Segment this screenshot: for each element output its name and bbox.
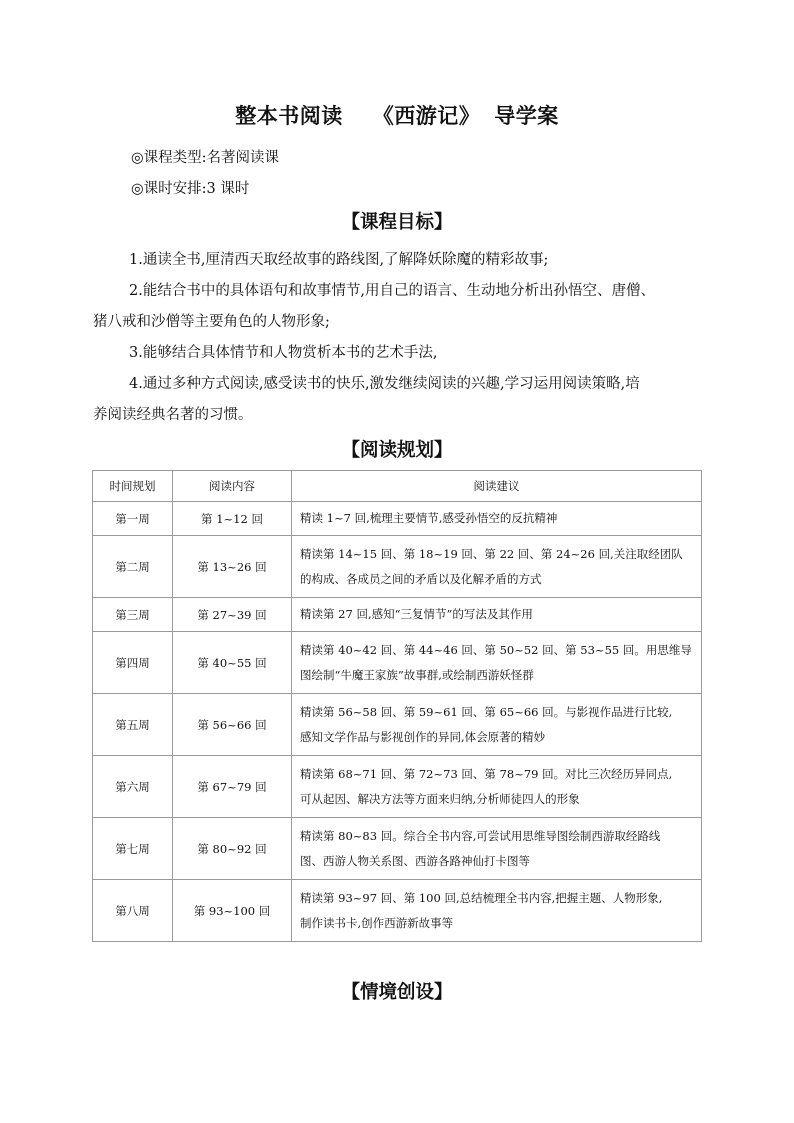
goal-line: 4.通过多种方式阅读,感受读书的快乐,激发继续阅读的兴趣,学习运用阅读策略,培: [129, 376, 640, 392]
goal-line: 2.能结合书中的具体语句和故事情节,用自己的语言、生动地分析出孙悟空、唐僧、: [129, 283, 655, 299]
course-type: ◎课程类型:名著阅读课: [131, 150, 280, 166]
title-part-2: 《西游记》: [372, 103, 481, 128]
advice-line: 可从起因、解决方法等方面来归纳,分析师徒四人的形象: [300, 791, 580, 806]
cell-week: 第六周: [93, 756, 173, 818]
title-part-3: 导学案: [494, 103, 559, 128]
goal-line: 1.通读全书,厘清西天取经故事的路线图,了解降妖除魔的精彩故事;: [129, 252, 549, 268]
cell-content: 第 40~55 回: [173, 632, 292, 694]
cell-advice: [292, 536, 702, 598]
cell-content: 第 80~92 回: [173, 818, 292, 880]
goal-item: [93, 369, 705, 431]
cell-week: 第五周: [93, 694, 173, 756]
table-row: [93, 756, 702, 818]
advice-line: 精读第 68~71 回、第 72~73 回、第 78~79 回。对比三次经历异同点,: [300, 766, 673, 781]
cell-advice: [292, 502, 702, 536]
advice-line: 精读第 40~42 回、第 44~46 回、第 50~52 回、第 53~55 回。用思维导: [300, 642, 692, 657]
cell-content: 第 13~26 回: [173, 536, 292, 598]
cell-content: 第 67~79 回: [173, 756, 292, 818]
title-part-1: 整本书阅读: [235, 103, 343, 128]
advice-line: 图绘制“牛魔王家族”故事群,或绘制西游妖怪群: [300, 667, 534, 682]
plan-heading: 【阅读规划】: [341, 440, 453, 461]
header-content: 阅读内容: [173, 471, 292, 502]
cell-advice: [292, 818, 702, 880]
table-header-row: [93, 471, 702, 502]
goals-list: [93, 245, 705, 431]
table-row: [93, 598, 702, 632]
header-advice: 阅读建议: [292, 471, 702, 502]
cell-advice: [292, 598, 702, 632]
advice-line: 精读 1~7 回,梳理主要情节,感受孙悟空的反抗精神: [300, 511, 558, 525]
goal-item: [93, 338, 705, 369]
cell-week: 第一周: [93, 502, 173, 536]
header-week: 时间规划: [93, 471, 173, 502]
advice-line: 感知文学作品与影视创作的异同,体会原著的精妙: [300, 729, 546, 744]
cell-week: 第四周: [93, 632, 173, 694]
reading-plan-table: [92, 470, 702, 942]
scenario-heading: 【情境创设】: [341, 982, 453, 1003]
table-row: [93, 632, 702, 694]
advice-line: 的构成、各成员之间的矛盾以及化解矛盾的方式: [300, 571, 542, 586]
advice-line: 制作读书卡,创作西游新故事等: [300, 915, 454, 930]
cell-content: 第 93~100 回: [173, 880, 292, 942]
cell-advice: [292, 632, 702, 694]
goal-item: [93, 276, 705, 338]
goal-line-continued: 猪八戒和沙僧等主要角色的人物形象;: [93, 314, 330, 330]
cell-content: 第 27~39 回: [173, 598, 292, 632]
cell-week: 第二周: [93, 536, 173, 598]
cell-week: 第三周: [93, 598, 173, 632]
cell-advice: [292, 694, 702, 756]
cell-content: 第 56~66 回: [173, 694, 292, 756]
advice-line: 精读第 27 回,感知“三复情节”的写法及其作用: [300, 607, 533, 621]
table-row: [93, 818, 702, 880]
goal-line: 3.能够结合具体情节和人物赏析本书的艺术手法,: [129, 345, 438, 361]
goals-heading: 【课程目标】: [341, 212, 453, 233]
table-row: [93, 536, 702, 598]
advice-line: 精读第 56~58 回、第 59~61 回、第 65~66 回。与影视作品进行比较,: [300, 704, 673, 719]
advice-line: 精读第 93~97 回、第 100 回,总结梳理全书内容,把握主题、人物形象,: [300, 890, 663, 905]
advice-line: 精读第 80~83 回。综合全书内容,可尝试用思维导图绘制西游取经路线: [300, 828, 661, 843]
cell-content: 第 1~12 回: [173, 502, 292, 536]
goal-line-continued: 养阅读经典名著的习惯。: [93, 407, 253, 423]
advice-line: 图、西游人物关系图、西游各路神仙打卡图等: [300, 853, 530, 868]
cell-week: 第八周: [93, 880, 173, 942]
goal-item: [93, 245, 705, 276]
cell-week: 第七周: [93, 818, 173, 880]
cell-advice: [292, 880, 702, 942]
page-title: [0, 100, 794, 130]
advice-line: 精读第 14~15 回、第 18~19 回、第 22 回、第 24~26 回,关注取经团队: [300, 546, 683, 561]
table-row: [93, 880, 702, 942]
table-row: [93, 694, 702, 756]
cell-advice: [292, 756, 702, 818]
course-schedule: ◎课时安排:3 课时: [131, 181, 250, 197]
table-row: [93, 502, 702, 536]
